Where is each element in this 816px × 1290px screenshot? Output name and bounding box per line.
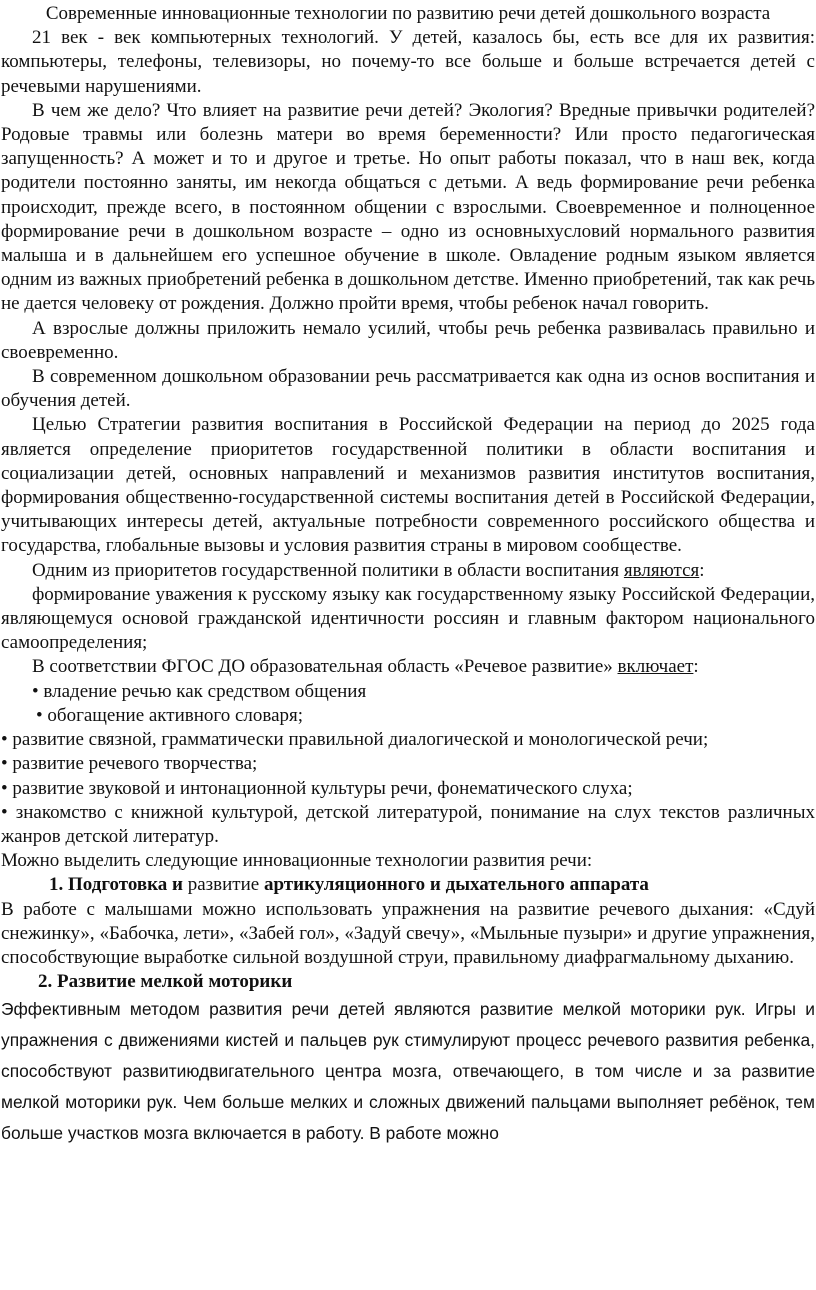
heading-part: развитие	[187, 874, 260, 896]
paragraph-intro: 21 век - век компьютерных технологий. У детей, казалось бы, есть все для их развития: компьютеры, телефоны, телевизоры, но почему-то все больше и больше встречается детей с речевыми нарушениями.	[1, 27, 815, 97]
paragraph-technologies: Можно выделить следующие инновационные технологии развития речи:	[1, 850, 593, 872]
list-item: • развитие связной, грамматически правильной диалогической и монологической речи;	[1, 729, 709, 751]
paragraph-causes: В чем же дело? Что влияет на развитие речи детей? Экология? Вредные привычки родителей? Родовые травмы или болезнь матери во время беременности? Или просто педагогическая запущенность? А может и то и другое и третье. Но опыт работы показал, что в наш век, когда родители постоянно заняты, им некогда общаться с детьми. А ведь формирование речи ребенка происходит, прежде всего, в постоянном общении с взрослыми. Своевременное и полноценное формирование речи в дошкольном возрасте – одно из основныхусловий нормального развития малыша и в дальнейшем его успешное обучение в школе. Овладение родным языком является одним из важных приобретений ребенка в дошкольном детстве. Именно приобретений, так как речь не дается человеку от рождения. Должно пройти время, чтобы ребенок начал говорить.	[1, 99, 815, 315]
heading-part: 1. Подготовка и	[49, 874, 188, 896]
paragraph-strategy: Целью Стратегии развития воспитания в Российской Федерации на период до 2025 года является определение приоритетов государственной политики в области воспитания и социализации детей, основных направлений и механизмов развития институтов воспитания, формирования общественно-государственной системы воспитания детей в Российской Федерации, учитывающих интересы детей, актуальные потребности современного российского общества и государства, глобальные вызовы и условия развития страны в мировом сообществе.	[1, 414, 815, 557]
paragraph-motor-skills: Эффективным методом развития речи детей являются развитие мелкой моторики рук. Игры и упражнения с движениями кистей и пальцев рук стимулируют процесс речевого развития ребенка, способствуют развитиюдвигательного центра мозга, отвечающего, в том числе и за развитие мелкой моторики рук. Чем больше мелких и сложных движений пальцами выполняет ребёнок, тем больше участков мозга включается в работу. В работе можно	[1, 999, 815, 1144]
heading-part: артикуляционного и дыхательного аппарата	[259, 874, 649, 896]
paragraph-adults: А взрослые должны приложить немало усилий, чтобы речь ребенка развивалась правильно и своевременно.	[1, 317, 815, 363]
list-item: • развитие речевого творчества;	[1, 753, 258, 775]
paragraph-priority	[1, 559, 815, 583]
list-item: • развитие звуковой и интонационной культуры речи, фонематического слуха;	[1, 777, 633, 799]
section-heading-articulation	[1, 873, 815, 897]
fgos-underlined-word: включает	[617, 656, 694, 678]
paragraph-breathing: В работе с малышами можно использовать упражнения на развитие речевого дыхания: «Сдуй снежинку», «Бабочка, лети», «Забей гол», «Задуй свечу», «Мыльные пузыри» и другие упражнения, способствующие выработке сильной воздушной струи, правильному диафрагмальному дыханию.	[1, 898, 815, 968]
section-heading-motor-skills: 2. Развитие мелкой моторики	[38, 971, 293, 993]
fgos-text: В соответствии ФГОС ДО образовательная область «Речевое развитие»	[32, 656, 618, 678]
fgos-colon: :	[693, 656, 699, 678]
priority-colon: :	[699, 559, 705, 581]
list-item: • владение речью как средством общения	[32, 680, 367, 702]
paragraph-modern-education: В современном дошкольном образовании речь рассматривается как одна из основ воспитания и обучения детей.	[1, 366, 815, 412]
priority-underlined-word: являются	[623, 559, 700, 581]
document-title: Современные инновационные технологии по развитию речи детей дошкольного возраста	[45, 3, 771, 24]
paragraph-respect: формирование уважения к русскому языку как государственному языку Российской Федерации, являющемуся основой гражданской идентичности россиян и главным фактором национального самоопределения;	[1, 583, 815, 654]
paragraph-fgos	[1, 655, 815, 679]
list-item: • знакомство с книжной культурой, детской литературой, понимание на слух текстов различных жанров детской литератур.	[1, 801, 815, 847]
priority-text: Одним из приоритетов государственной политики в области воспитания	[32, 559, 624, 581]
list-item: • обогащение активного словаря;	[36, 704, 304, 726]
